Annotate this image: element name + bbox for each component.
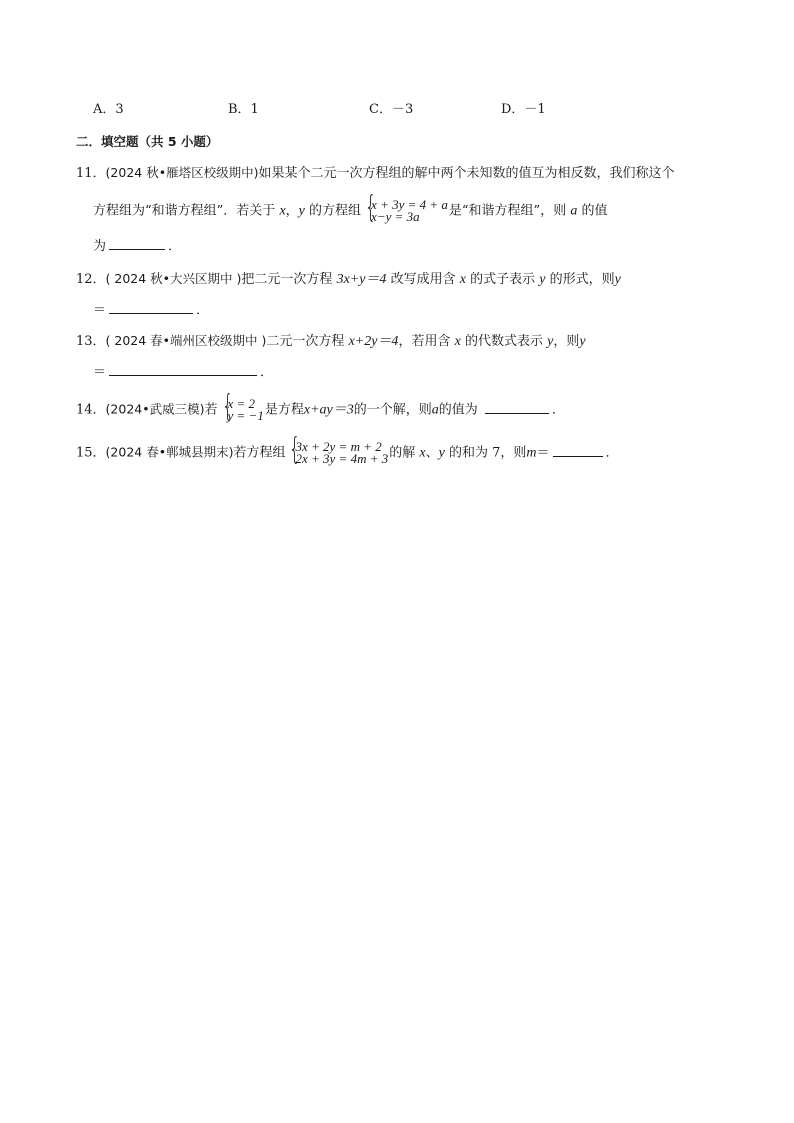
- answer-blank[interactable]: [109, 236, 165, 250]
- math-var: x: [419, 445, 426, 461]
- system-equation: 3x + 2y = m + 2: [295, 439, 382, 454]
- question-text: 若方程组: [233, 445, 286, 461]
- question-text: 如果某个二元一次方程组的解中两个未知数的值互为相反数，我们称这个: [258, 166, 675, 181]
- question-text: ，若用含: [398, 334, 451, 349]
- question-source: ( 2024 秋•大兴区期中 ): [105, 271, 242, 286]
- question-13-line-1: [76, 332, 586, 351]
- brace-icon: {: [364, 190, 377, 225]
- question-source: (2024•武威三模): [105, 401, 205, 417]
- answer-blank[interactable]: [485, 400, 549, 414]
- punct: ．: [168, 239, 182, 254]
- question-text: 方程组为“和谐方程组”．若关于: [93, 203, 276, 219]
- system-equation: x + 3y = 4 + a: [371, 197, 448, 212]
- math-expression: 3x+y＝4: [336, 272, 387, 287]
- question-13-line-2: [93, 362, 273, 382]
- math-var: a: [431, 402, 439, 418]
- equation-system: [219, 389, 264, 424]
- question-text: 是方程: [264, 402, 304, 418]
- math-operator: ＝: [93, 365, 107, 380]
- question-text: 的解: [389, 445, 416, 461]
- question-source: (2024 春•郸城县期末): [105, 444, 234, 460]
- section-heading: 二．填空题（共 5 小题）: [76, 134, 219, 149]
- punct: ．: [551, 402, 565, 418]
- question-text: ，则: [553, 334, 580, 349]
- question-11-line-2: [93, 190, 608, 225]
- equation-system: [362, 190, 448, 225]
- punct: ．: [196, 303, 210, 318]
- question-text: 的和为 7，则: [448, 445, 527, 461]
- question-text: 的形式，则: [549, 272, 615, 287]
- option-c: C．－3: [369, 102, 414, 117]
- math-var: m: [526, 445, 537, 461]
- question-text: 的式子表示: [470, 272, 536, 287]
- math-var: y: [298, 203, 305, 219]
- question-text: 的值为: [438, 402, 478, 418]
- brace-icon: {: [289, 432, 301, 467]
- math-var: y: [547, 334, 554, 349]
- question-text: 为: [93, 239, 107, 254]
- math-var: y: [539, 272, 546, 287]
- math-expression: x+ay＝3: [303, 402, 354, 418]
- question-15-line-1: [76, 432, 619, 467]
- math-var: x: [459, 272, 466, 287]
- brace-icon: {: [221, 389, 233, 424]
- math-expression: x+2y＝4: [348, 334, 399, 349]
- question-number: 13．: [76, 334, 106, 349]
- question-text: 的值: [581, 203, 608, 219]
- punct: 、: [425, 445, 439, 461]
- question-14-line-1: [76, 389, 565, 424]
- punct: ．: [605, 445, 619, 461]
- option-d: D．－1: [501, 102, 546, 117]
- question-text: 把二元一次方程: [241, 272, 333, 287]
- math-var: a: [570, 203, 578, 219]
- punct: ，: [285, 203, 299, 219]
- option-b: B．1: [228, 102, 259, 117]
- question-11-line-3: [93, 236, 181, 256]
- answer-blank[interactable]: [109, 300, 193, 314]
- math-var: y: [614, 272, 621, 287]
- math-var: y: [579, 334, 586, 349]
- question-source: (2024 秋•雁塔区校级期中): [105, 165, 259, 180]
- answer-blank[interactable]: [109, 362, 257, 376]
- question-number: 12．: [76, 272, 106, 287]
- question-source: ( 2024 春•端州区校级期中 ): [105, 333, 267, 348]
- math-var: y: [438, 445, 445, 461]
- punct: ．: [260, 365, 274, 380]
- system-equation: y = −1: [227, 408, 264, 423]
- question-text: 若: [204, 402, 218, 418]
- question-text: 的一个解，则: [353, 402, 432, 418]
- system-equation: 2x + 3y = 4m + 3: [295, 451, 389, 466]
- question-12-line-1: [76, 270, 621, 289]
- math-var: x: [279, 203, 286, 219]
- option-a: A．3: [93, 102, 124, 117]
- system-equation: x−y = 3a: [371, 209, 420, 224]
- question-text: 的方程组: [309, 203, 362, 219]
- question-text: 的代数式表示: [464, 334, 543, 349]
- question-11-line-1: [76, 164, 674, 183]
- question-number: 11．: [76, 166, 106, 181]
- system-equation: x = 2: [227, 396, 256, 411]
- math-operator: ＝: [93, 303, 107, 318]
- math-var: x: [454, 334, 461, 349]
- answer-blank[interactable]: [553, 443, 603, 457]
- question-text: 是“和谐方程组”，则: [448, 203, 567, 219]
- question-text: 二元一次方程: [266, 334, 345, 349]
- question-text: 改写成用含: [390, 272, 456, 287]
- equation-system: [286, 432, 389, 467]
- question-number: 15．: [76, 445, 106, 461]
- question-number: 14．: [76, 402, 106, 418]
- question-12-line-2: [93, 300, 209, 320]
- math-operator: ＝: [536, 445, 550, 461]
